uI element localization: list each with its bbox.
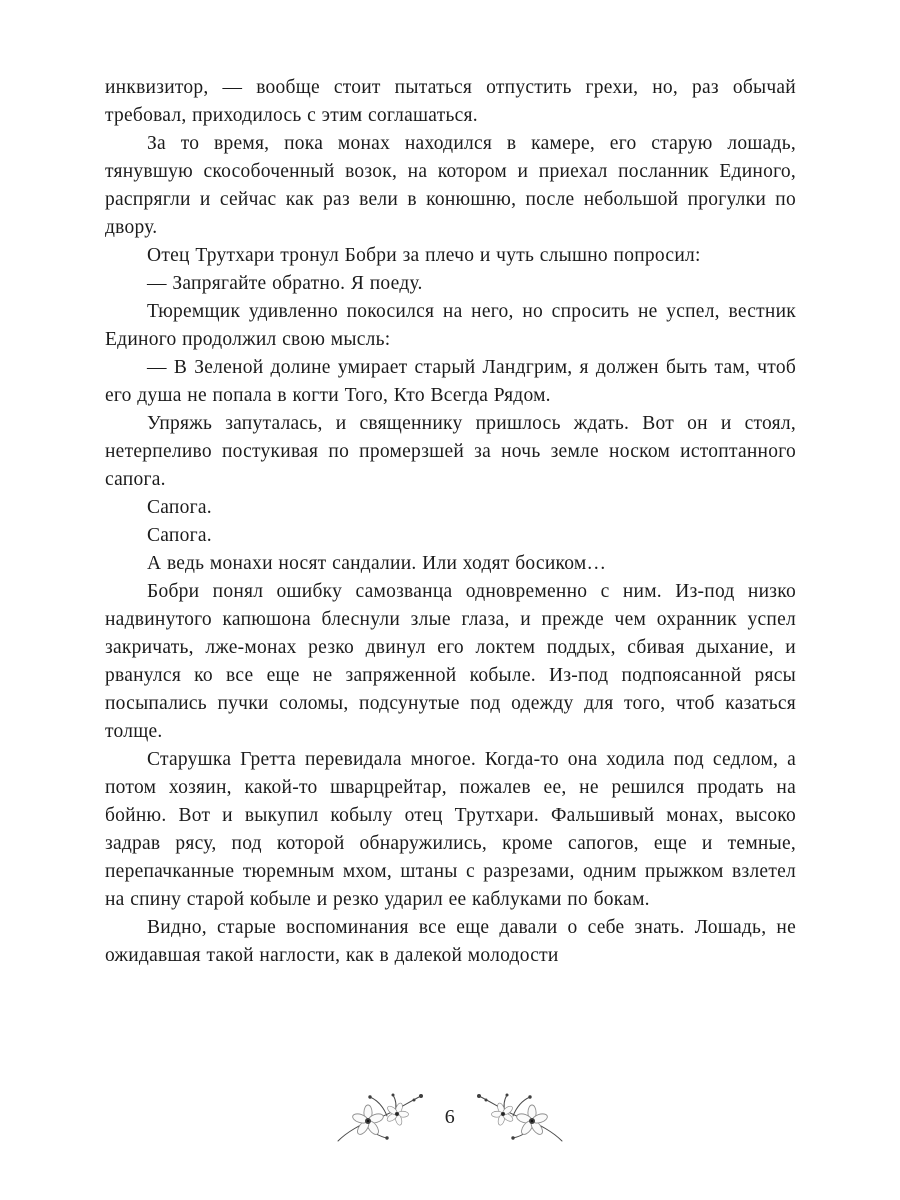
paragraph: Бобри понял ошибку самозванца одновременно с ним. Из-под низко надвинутого капюшона блеснули злые глаза, и прежде чем охранник успел закричать, лже-монах резко двинул его локтем поддых, сбивая дыхание, и рванулся ко все еще не запряженной кобыле. Из-под подпоясанной рясы посыпались пучки соломы, подсунутые под одежду для того, чтоб казаться толще. [105, 581, 796, 742]
paragraph: Упряжь запуталась, и священнику пришлось ждать. Вот он и стоял, нетерпеливо постукивая по промерзшей за ночь земле носком истоптанного сапога. [105, 413, 796, 490]
floral-ornament-right-icon [475, 1090, 565, 1144]
paragraph: Сапога. [147, 525, 212, 546]
paragraph: — В Зеленой долине умирает старый Ландгрим, я должен быть там, чтоб его душа не попала в когти Того, Кто Всегда Рядом. [105, 357, 796, 406]
paragraph: А ведь монахи носят сандалии. Или ходят босиком… [147, 553, 607, 574]
page-footer [0, 1090, 900, 1144]
paragraph: Отец Трутхари тронул Бобри за плечо и чуть слышно попросил: [147, 245, 701, 266]
paragraph: Тюремщик удивленно покосился на него, но спросить не успел, вестник Единого продолжил свою мысль: [105, 301, 796, 350]
paragraph: инквизитор, — вообще стоит пытаться отпустить грехи, но, раз обычай требовал, приходилось с этим соглашаться. [105, 77, 796, 126]
paragraph: Старушка Гретта перевидала многое. Когда-то она ходила под седлом, а потом хозяин, какой-то шварцрейтар, пожалев ее, не решился продать на бойню. Вот и выкупил кобылу отец Трутхари. Фальшивый монах, высоко задрав рясу, под которой обнаружились, кроме сапогов, еще и темные, перепачканные тюремным мхом, штаны с разрезами, одним прыжком взлетел на спину старой кобыле и резко ударил ее каблуками по бокам. [105, 749, 796, 910]
paragraph: Видно, старые воспоминания все еще давали о себе знать. Лошадь, не ожидавшая такой наглости, как в далекой молодости [105, 917, 796, 966]
page-text [105, 74, 796, 970]
paragraph: — Запрягайте обратно. Я поеду. [147, 273, 423, 294]
floral-ornament-left-icon [335, 1090, 425, 1144]
paragraph: Сапога. [147, 497, 212, 518]
page-number: 6 [444, 1105, 456, 1128]
paragraph: За то время, пока монах находился в камере, его старую лошадь, тянувшую скособоченный возок, на котором и приехал посланник Единого, распрягли и сейчас как раз вели в конюшню, после небольшой прогулки по двору. [105, 133, 796, 238]
